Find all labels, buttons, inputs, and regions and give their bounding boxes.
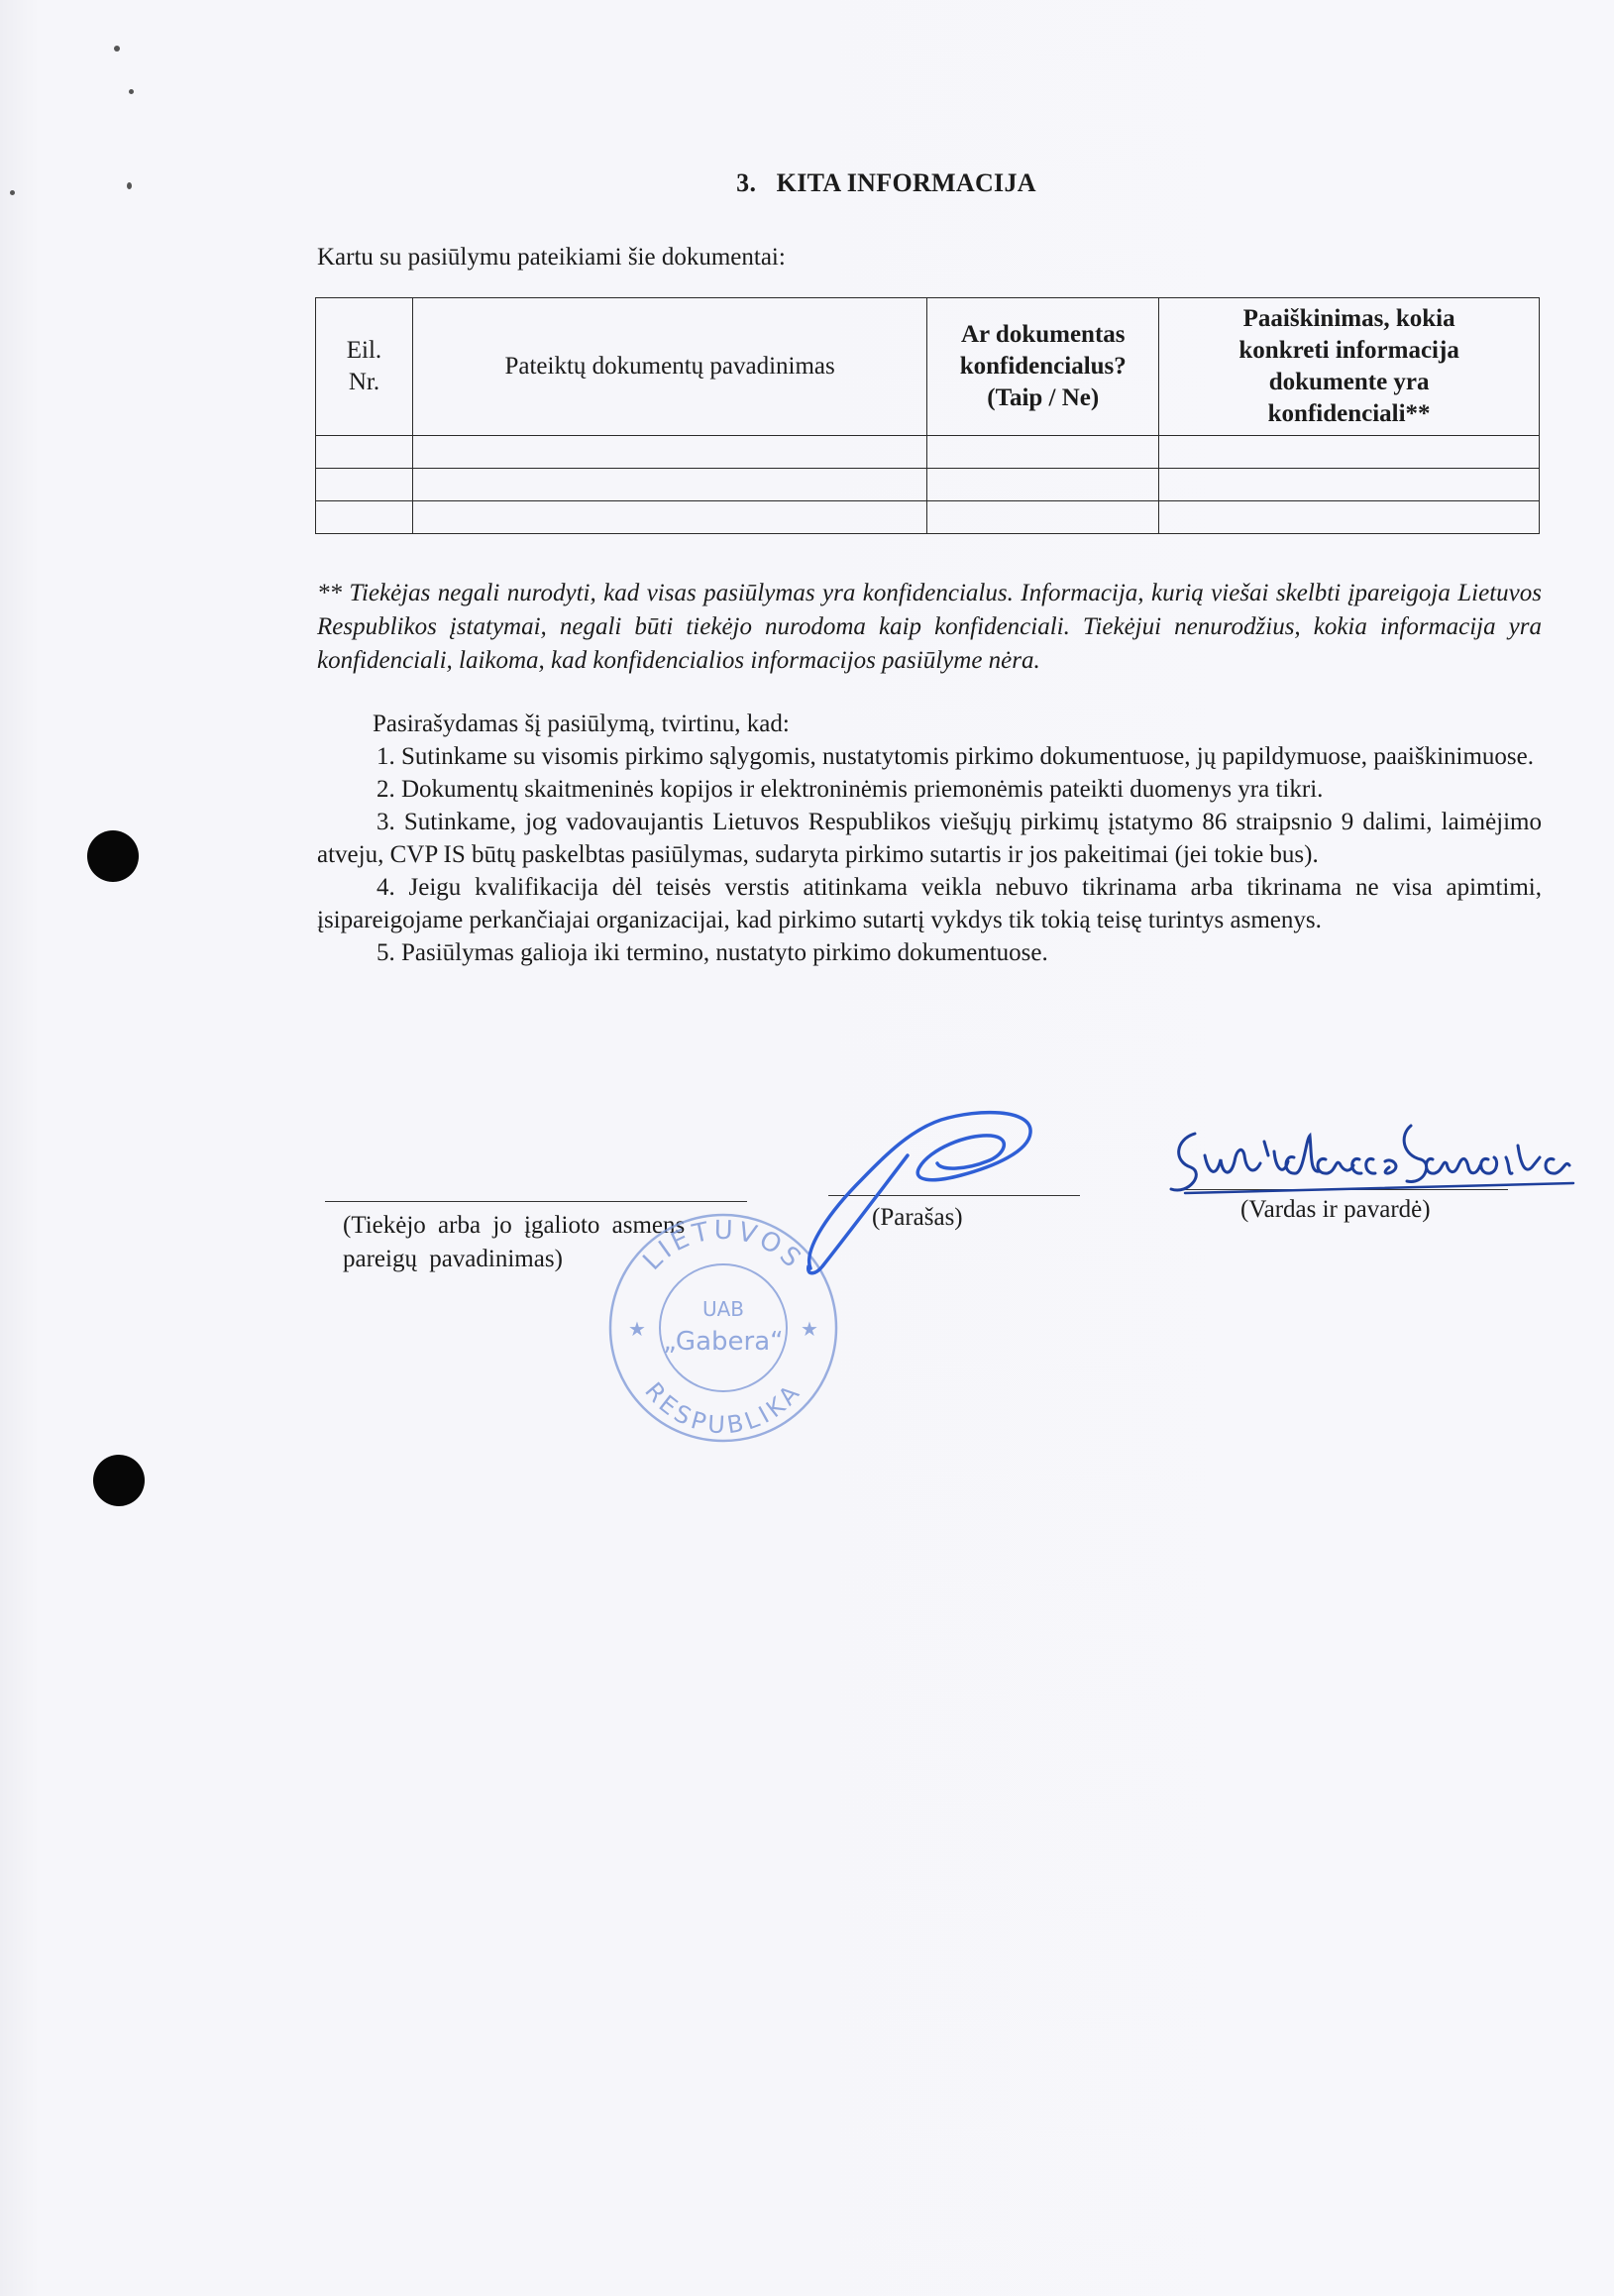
punch-hole-top bbox=[87, 830, 139, 882]
section-title bbox=[0, 168, 1614, 198]
svg-text:LIETUVOS bbox=[637, 1216, 808, 1276]
table-row bbox=[316, 501, 1540, 534]
table-header-row bbox=[316, 298, 1540, 436]
table-row bbox=[316, 469, 1540, 501]
intro-text: Kartu su pasiūlymu pateikiami šie dokumentai: bbox=[317, 244, 786, 271]
table-cell bbox=[412, 469, 926, 501]
scan-speck bbox=[114, 46, 120, 52]
header-explanation: Paaiškinimas, kokia konkreti informacija dokumente yra konfidenciali** bbox=[1159, 298, 1540, 436]
scan-speck bbox=[129, 89, 134, 94]
confidentiality-note: ** Tiekėjas negali nurodyti, kad visas pasiūlymas yra konfidencialus. Informacija, kurią viešai skelbti įpareigoja Lietuvos Respublikos įstatymai, negali būti tiekėjo nurodoma kaip konfidenciali. Tiekėjui nenurodžius, kokia informacija yra konfidenciali, laikoma, kad konfidencialios informacijos pasiūlyme nėra. bbox=[317, 580, 1542, 674]
declaration-item-1: 1. Sutinkame su visomis pirkimo sąlygomis, nustatytomis pirkimo dokumentuose, jų papildymuose, paaiškinimuose. bbox=[377, 743, 1535, 770]
position-signature-line bbox=[325, 1201, 747, 1202]
documents-table bbox=[315, 297, 1540, 534]
declaration-item-2: 2. Dokumentų skaitmeninės kopijos ir elektroninėmis priemonėmis pateikti duomenys yra tikri. bbox=[377, 776, 1324, 803]
header-confidential: Ar dokumentas konfidencialus? (Taip / Ne) bbox=[927, 298, 1159, 436]
handwritten-signature-icon bbox=[793, 1090, 1050, 1288]
table-cell bbox=[927, 501, 1159, 534]
stamp-star-icon: ★ bbox=[628, 1317, 646, 1341]
stamp-top-text: LIETUVOS bbox=[637, 1215, 809, 1276]
section-heading: KITA INFORMACIJA bbox=[776, 168, 1036, 197]
stamp-center-small: UAB bbox=[701, 1297, 745, 1321]
table-cell bbox=[412, 436, 926, 469]
punch-hole-bottom bbox=[93, 1455, 145, 1506]
table-cell bbox=[1159, 469, 1540, 501]
table-cell bbox=[927, 436, 1159, 469]
table-cell bbox=[316, 501, 413, 534]
table-row bbox=[316, 436, 1540, 469]
handwritten-name-icon bbox=[1165, 1116, 1581, 1205]
name-label: (Vardas ir pavardė) bbox=[1240, 1196, 1431, 1223]
table-cell bbox=[927, 469, 1159, 501]
stamp-center-name: „Gabera“ bbox=[663, 1327, 784, 1357]
table-cell bbox=[316, 436, 413, 469]
header-row-number: Eil. Nr. bbox=[316, 298, 413, 436]
stamp-bottom-text: RESPUBLIKA bbox=[639, 1376, 807, 1440]
position-label: (Tiekėjo arba jo įgalioto asmens pareigų pavadinimas) bbox=[343, 1212, 686, 1272]
stamp-star-icon: ★ bbox=[801, 1317, 818, 1341]
section-number: 3. bbox=[736, 168, 757, 197]
table-cell bbox=[1159, 436, 1540, 469]
declaration-item-3: 3. Sutinkame, jog vadovaujantis Lietuvos Respublikos viešųjų pirkimų įstatymo 86 straipsnio 9 dalimi, laimėjimo atveju, CVP IS būtų paskelbtas pasiūlymas, sudaryta pirkimo sutartis ir jos pakeitimai (jei tokie bus). bbox=[317, 809, 1542, 868]
declaration-item-5: 5. Pasiūlymas galioja iki termino, nustatyto pirkimo dokumentuose. bbox=[377, 939, 1048, 966]
declaration-item-4: 4. Jeigu kvalifikacija dėl teisės verstis atitinkama veikla nebuvo tikrinama arba tikrinama ne visa apimtimi, įsipareigojame perkančiajai organizacijai, kad pirkimo sutartį vykdys tik tokią teisę turintys asmenys. bbox=[317, 874, 1542, 933]
svg-text:RESPUBLIKA bbox=[639, 1377, 807, 1440]
declaration-lead: Pasirašydamas šį pasiūlymą, tvirtinu, kad: bbox=[373, 711, 790, 737]
signature-label: (Parašas) bbox=[872, 1204, 963, 1231]
table-cell bbox=[316, 469, 413, 501]
table-cell bbox=[1159, 501, 1540, 534]
table-cell bbox=[412, 501, 926, 534]
declaration bbox=[317, 708, 1542, 969]
header-document-name: Pateiktų dokumentų pavadinimas bbox=[412, 298, 926, 436]
